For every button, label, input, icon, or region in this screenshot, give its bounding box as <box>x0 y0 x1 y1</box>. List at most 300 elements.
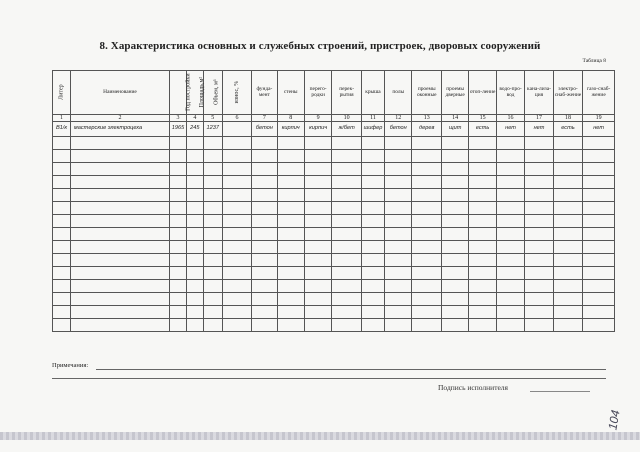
empty-cell <box>553 176 583 189</box>
table-cell: В1/к <box>53 122 71 137</box>
empty-cell <box>170 150 187 163</box>
empty-cell <box>332 280 362 293</box>
empty-cell <box>170 163 187 176</box>
empty-cell <box>469 319 496 332</box>
column-number: 2 <box>70 115 169 122</box>
empty-cell <box>525 267 553 280</box>
empty-cell <box>496 319 524 332</box>
empty-cell <box>361 293 384 306</box>
empty-cell <box>203 189 222 202</box>
empty-cell <box>277 189 304 202</box>
empty-cell <box>252 189 277 202</box>
empty-cell <box>412 267 442 280</box>
column-number: 3 <box>170 115 187 122</box>
empty-cell <box>553 137 583 150</box>
empty-cell <box>412 150 442 163</box>
empty-row <box>53 150 615 163</box>
empty-cell <box>496 137 524 150</box>
empty-cell <box>583 267 615 280</box>
table-cell: шифер <box>361 122 384 137</box>
empty-cell <box>469 306 496 319</box>
empty-cell <box>70 293 169 306</box>
empty-cell <box>222 163 252 176</box>
column-number: 1 <box>53 115 71 122</box>
empty-cell <box>304 241 331 254</box>
empty-cell <box>252 293 277 306</box>
empty-cell <box>496 189 524 202</box>
empty-cell <box>222 293 252 306</box>
empty-cell <box>53 254 71 267</box>
empty-row <box>53 254 615 267</box>
empty-cell <box>385 293 412 306</box>
empty-cell <box>70 150 169 163</box>
empty-cell <box>186 228 203 241</box>
empty-cell <box>332 254 362 267</box>
table-cell: 1965 <box>170 122 187 137</box>
header-cell: износ, % <box>222 71 252 115</box>
empty-cell <box>186 202 203 215</box>
empty-cell <box>252 150 277 163</box>
column-number: 17 <box>525 115 553 122</box>
empty-cell <box>553 254 583 267</box>
empty-cell <box>203 202 222 215</box>
empty-cell <box>222 137 252 150</box>
empty-row <box>53 163 615 176</box>
table-cell: есть <box>469 122 496 137</box>
table-row <box>53 122 615 137</box>
empty-cell <box>412 137 442 150</box>
column-number: 12 <box>385 115 412 122</box>
empty-cell <box>361 228 384 241</box>
column-number: 7 <box>252 115 277 122</box>
empty-cell <box>70 241 169 254</box>
empty-cell <box>332 215 362 228</box>
empty-cell <box>304 189 331 202</box>
empty-cell <box>441 215 468 228</box>
empty-cell <box>385 202 412 215</box>
empty-cell <box>277 202 304 215</box>
empty-cell <box>469 163 496 176</box>
header-cell: Площадь,м² <box>186 71 203 115</box>
empty-cell <box>332 176 362 189</box>
empty-cell <box>186 267 203 280</box>
empty-cell <box>252 267 277 280</box>
empty-cell <box>361 241 384 254</box>
empty-cell <box>53 176 71 189</box>
empty-cell <box>469 280 496 293</box>
empty-cell <box>53 267 71 280</box>
page-number: 104 <box>605 408 623 432</box>
empty-cell <box>277 306 304 319</box>
empty-cell <box>222 202 252 215</box>
empty-cell <box>186 254 203 267</box>
empty-cell <box>385 176 412 189</box>
empty-cell <box>441 150 468 163</box>
scan-edge-strip <box>0 432 640 440</box>
empty-cell <box>332 241 362 254</box>
empty-row <box>53 319 615 332</box>
notes-line <box>96 369 606 370</box>
empty-cell <box>496 280 524 293</box>
empty-cell <box>469 267 496 280</box>
empty-cell <box>583 176 615 189</box>
empty-cell <box>412 293 442 306</box>
empty-cell <box>412 306 442 319</box>
empty-cell <box>385 228 412 241</box>
empty-cell <box>222 189 252 202</box>
empty-cell <box>469 254 496 267</box>
empty-cell <box>469 241 496 254</box>
empty-cell <box>583 241 615 254</box>
empty-cell <box>361 215 384 228</box>
empty-cell <box>525 228 553 241</box>
empty-cell <box>304 137 331 150</box>
empty-cell <box>412 254 442 267</box>
empty-cell <box>583 228 615 241</box>
empty-row <box>53 293 615 306</box>
header-cell: фунда-мент <box>252 71 277 115</box>
notes-line <box>52 378 606 379</box>
empty-cell <box>583 254 615 267</box>
empty-cell <box>441 163 468 176</box>
empty-cell <box>361 137 384 150</box>
empty-cell <box>53 215 71 228</box>
table-cell: нет <box>525 122 553 137</box>
table-cell: бетон <box>385 122 412 137</box>
empty-cell <box>53 189 71 202</box>
empty-cell <box>277 267 304 280</box>
empty-cell <box>252 280 277 293</box>
empty-cell <box>385 254 412 267</box>
header-cell: электро-снаб-жение <box>553 71 583 115</box>
empty-cell <box>203 137 222 150</box>
empty-cell <box>361 163 384 176</box>
empty-cell <box>70 306 169 319</box>
column-number: 9 <box>304 115 331 122</box>
empty-row <box>53 306 615 319</box>
empty-cell <box>525 254 553 267</box>
empty-cell <box>583 202 615 215</box>
empty-cell <box>70 189 169 202</box>
empty-cell <box>385 150 412 163</box>
empty-cell <box>70 267 169 280</box>
empty-cell <box>496 293 524 306</box>
table-cell: 245 <box>186 122 203 137</box>
empty-cell <box>496 254 524 267</box>
empty-cell <box>496 267 524 280</box>
empty-cell <box>525 319 553 332</box>
empty-cell <box>332 137 362 150</box>
empty-cell <box>277 254 304 267</box>
header-cell: крыша <box>361 71 384 115</box>
empty-cell <box>553 241 583 254</box>
empty-cell <box>361 202 384 215</box>
empty-cell <box>170 202 187 215</box>
empty-cell <box>553 189 583 202</box>
column-number: 8 <box>277 115 304 122</box>
empty-cell <box>441 319 468 332</box>
empty-cell <box>385 189 412 202</box>
empty-cell <box>252 176 277 189</box>
empty-cell <box>252 254 277 267</box>
empty-row <box>53 228 615 241</box>
empty-cell <box>583 215 615 228</box>
empty-cell <box>441 228 468 241</box>
column-number-row <box>53 115 615 122</box>
empty-cell <box>170 306 187 319</box>
empty-cell <box>553 293 583 306</box>
empty-cell <box>252 319 277 332</box>
empty-cell <box>304 150 331 163</box>
empty-cell <box>441 254 468 267</box>
empty-cell <box>203 176 222 189</box>
empty-cell <box>525 241 553 254</box>
empty-cell <box>441 293 468 306</box>
empty-cell <box>361 280 384 293</box>
empty-cell <box>553 215 583 228</box>
column-number: 19 <box>583 115 615 122</box>
empty-cell <box>441 137 468 150</box>
empty-cell <box>252 163 277 176</box>
empty-row <box>53 241 615 254</box>
empty-cell <box>304 254 331 267</box>
empty-cell <box>203 228 222 241</box>
empty-cell <box>332 163 362 176</box>
empty-cell <box>583 163 615 176</box>
table-label: Таблица 8 <box>582 58 606 64</box>
empty-cell <box>70 319 169 332</box>
empty-cell <box>385 137 412 150</box>
empty-cell <box>70 163 169 176</box>
empty-cell <box>469 293 496 306</box>
empty-cell <box>441 267 468 280</box>
empty-cell <box>53 306 71 319</box>
table-cell: кирпич <box>277 122 304 137</box>
empty-cell <box>70 215 169 228</box>
column-number: 11 <box>361 115 384 122</box>
empty-cell <box>441 241 468 254</box>
empty-cell <box>304 215 331 228</box>
header-cell: проемы оконные <box>412 71 442 115</box>
column-number: 15 <box>469 115 496 122</box>
empty-cell <box>186 215 203 228</box>
empty-cell <box>170 137 187 150</box>
empty-cell <box>252 215 277 228</box>
empty-cell <box>441 306 468 319</box>
empty-cell <box>222 280 252 293</box>
header-row <box>53 71 615 115</box>
empty-cell <box>170 293 187 306</box>
empty-cell <box>277 319 304 332</box>
empty-cell <box>469 215 496 228</box>
empty-cell <box>170 215 187 228</box>
empty-cell <box>203 254 222 267</box>
column-number: 16 <box>496 115 524 122</box>
empty-cell <box>361 306 384 319</box>
empty-cell <box>441 189 468 202</box>
empty-cell <box>170 280 187 293</box>
empty-cell <box>553 150 583 163</box>
empty-cell <box>496 176 524 189</box>
empty-cell <box>525 137 553 150</box>
empty-cell <box>277 150 304 163</box>
empty-cell <box>385 163 412 176</box>
empty-cell <box>53 293 71 306</box>
empty-cell <box>553 306 583 319</box>
empty-cell <box>583 293 615 306</box>
empty-cell <box>222 267 252 280</box>
table-cell: бетон <box>252 122 277 137</box>
empty-row <box>53 137 615 150</box>
empty-cell <box>332 189 362 202</box>
empty-cell <box>385 215 412 228</box>
signature-label: Подпись исполнителя <box>438 383 508 392</box>
empty-cell <box>412 215 442 228</box>
empty-cell <box>583 137 615 150</box>
header-cell: стены <box>277 71 304 115</box>
empty-cell <box>496 163 524 176</box>
empty-cell <box>252 241 277 254</box>
table-cell: ж/бет <box>332 122 362 137</box>
empty-cell <box>441 202 468 215</box>
column-number: 5 <box>203 115 222 122</box>
empty-cell <box>496 215 524 228</box>
empty-cell <box>277 176 304 189</box>
empty-cell <box>170 267 187 280</box>
empty-cell <box>252 306 277 319</box>
column-number: 6 <box>222 115 252 122</box>
empty-cell <box>361 189 384 202</box>
empty-cell <box>553 319 583 332</box>
column-number: 10 <box>332 115 362 122</box>
empty-cell <box>441 176 468 189</box>
empty-cell <box>583 280 615 293</box>
empty-cell <box>496 202 524 215</box>
empty-cell <box>332 267 362 280</box>
empty-cell <box>332 293 362 306</box>
empty-cell <box>332 228 362 241</box>
empty-cell <box>53 228 71 241</box>
empty-cell <box>222 306 252 319</box>
empty-cell <box>525 306 553 319</box>
empty-cell <box>361 254 384 267</box>
table-cell: 1237 <box>203 122 222 137</box>
empty-cell <box>583 189 615 202</box>
header-cell: Год постройки <box>170 71 187 115</box>
empty-cell <box>525 176 553 189</box>
empty-row <box>53 176 615 189</box>
table-cell: кирпич <box>304 122 331 137</box>
empty-cell <box>53 163 71 176</box>
column-number: 18 <box>553 115 583 122</box>
empty-cell <box>53 319 71 332</box>
empty-cell <box>361 150 384 163</box>
empty-cell <box>203 215 222 228</box>
empty-cell <box>304 319 331 332</box>
empty-cell <box>361 319 384 332</box>
header-cell: газо-снаб-жение <box>583 71 615 115</box>
empty-cell <box>222 254 252 267</box>
empty-cell <box>469 176 496 189</box>
empty-cell <box>53 150 71 163</box>
empty-cell <box>170 176 187 189</box>
empty-cell <box>525 163 553 176</box>
header-cell: Наименование <box>70 71 169 115</box>
empty-cell <box>412 189 442 202</box>
empty-cell <box>252 228 277 241</box>
empty-cell <box>332 306 362 319</box>
empty-cell <box>469 150 496 163</box>
header-cell: отоп-ление <box>469 71 496 115</box>
column-number: 14 <box>441 115 468 122</box>
empty-cell <box>496 241 524 254</box>
empty-cell <box>203 293 222 306</box>
empty-cell <box>277 163 304 176</box>
empty-cell <box>186 306 203 319</box>
empty-cell <box>53 202 71 215</box>
empty-cell <box>332 319 362 332</box>
signature-line <box>530 391 590 392</box>
table-cell: дерев <box>412 122 442 137</box>
empty-cell <box>170 189 187 202</box>
empty-cell <box>553 267 583 280</box>
empty-cell <box>222 215 252 228</box>
empty-cell <box>385 306 412 319</box>
empty-cell <box>70 280 169 293</box>
empty-cell <box>525 202 553 215</box>
empty-cell <box>332 150 362 163</box>
empty-cell <box>332 202 362 215</box>
empty-cell <box>304 176 331 189</box>
empty-cell <box>583 319 615 332</box>
empty-cell <box>53 241 71 254</box>
empty-cell <box>277 215 304 228</box>
empty-cell <box>412 241 442 254</box>
empty-cell <box>525 215 553 228</box>
empty-cell <box>304 306 331 319</box>
empty-cell <box>222 176 252 189</box>
empty-cell <box>553 280 583 293</box>
empty-cell <box>385 241 412 254</box>
empty-cell <box>412 202 442 215</box>
empty-cell <box>304 280 331 293</box>
empty-cell <box>385 267 412 280</box>
empty-cell <box>70 176 169 189</box>
empty-cell <box>304 293 331 306</box>
table-cell: щит <box>441 122 468 137</box>
empty-row <box>53 215 615 228</box>
empty-cell <box>222 319 252 332</box>
header-cell: перего-родки <box>304 71 331 115</box>
empty-cell <box>222 241 252 254</box>
empty-row <box>53 189 615 202</box>
empty-cell <box>553 228 583 241</box>
empty-row <box>53 267 615 280</box>
empty-cell <box>203 163 222 176</box>
empty-cell <box>469 189 496 202</box>
table-cell: мастерские электроцеха <box>70 122 169 137</box>
empty-cell <box>186 241 203 254</box>
empty-cell <box>525 280 553 293</box>
empty-cell <box>53 137 71 150</box>
empty-cell <box>412 163 442 176</box>
empty-cell <box>170 254 187 267</box>
empty-cell <box>496 306 524 319</box>
empty-cell <box>412 319 442 332</box>
empty-cell <box>361 176 384 189</box>
header-cell: Объем, м³ <box>203 71 222 115</box>
empty-cell <box>304 163 331 176</box>
